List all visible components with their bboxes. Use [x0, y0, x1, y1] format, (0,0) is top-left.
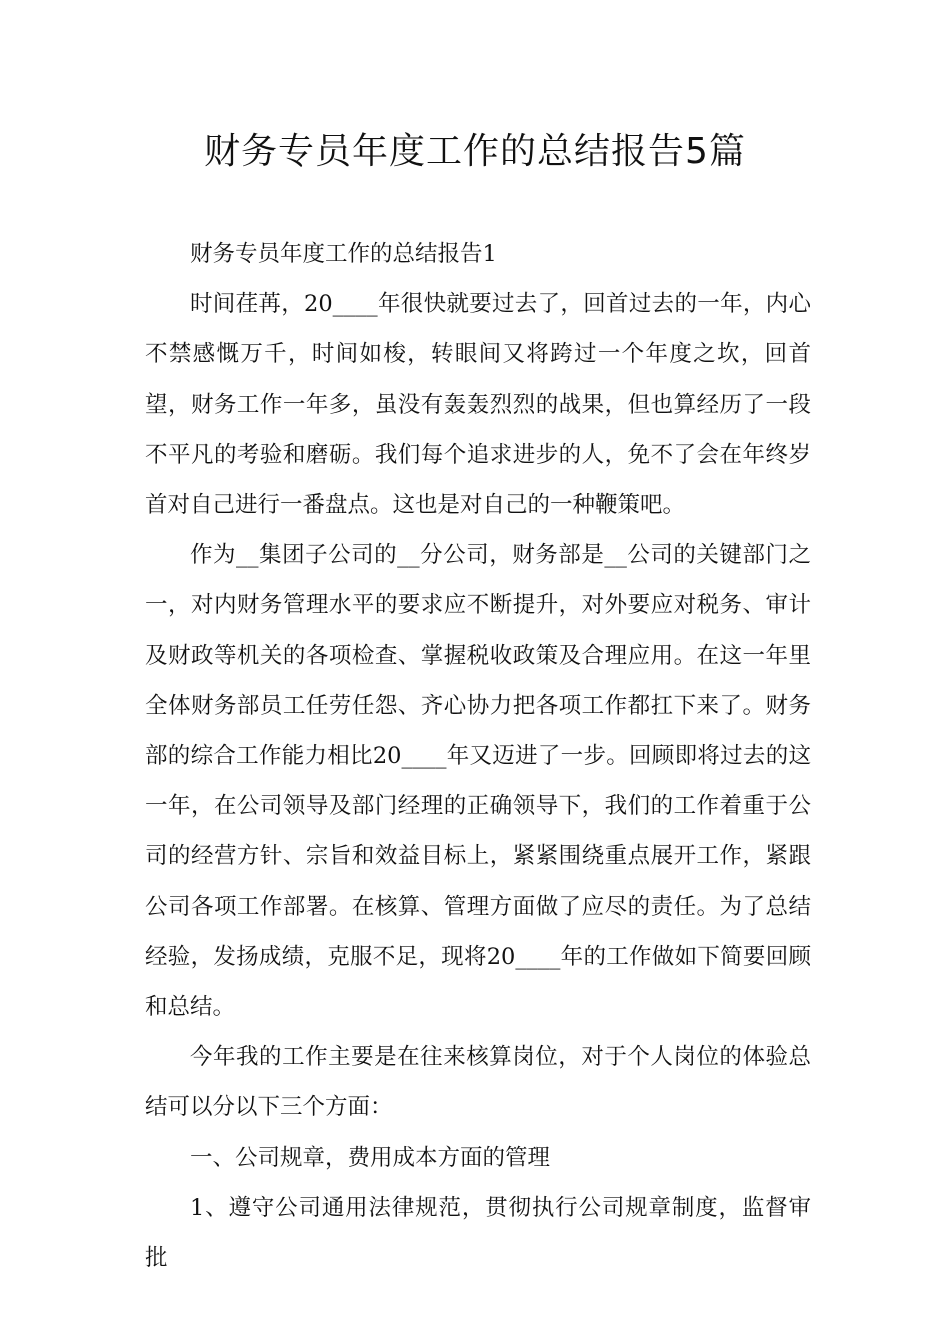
- section-heading: 财务专员年度工作的总结报告1: [190, 241, 497, 267]
- paragraph: 今年我的工作主要是在往来核算岗位，对于个人岗位的体验总结可以分以下三个方面：: [145, 1044, 811, 1121]
- list-item: 1、遵守公司通用法律规范，贯彻执行公司规章制度，监督审批: [145, 1194, 811, 1272]
- paragraph: 时间荏苒，20____年很快就要过去了，回首过去的一年，内心不禁感慨万千，时间如梭，转眼间又将跨过一个年度之坎，回首望，财务工作一年多，虽没有轰轰烈烈的战果，但也算经历了一段不平凡的考验和磨砺。我们每个追求进步的人，免不了会在年终岁首对自己进行一番盘点。这也是对自己的一种鞭策吧。: [145, 291, 811, 519]
- subsection-heading: 一、公司规章，费用成本方面的管理: [190, 1144, 551, 1171]
- document-title: 财务专员年度工作的总结报告5篇: [204, 131, 746, 172]
- document-body: [145, 229, 811, 1283]
- paragraph: 作为__集团子公司的__分公司，财务部是__公司的关键部门之一，对内财务管理水平的要求应不断提升，对外要应对税务、审计及财政等机关的各项检查、掌握税收政策及合理应用。在这一年里全体财务部员工任劳任怨、齐心协力把各项工作都扛下来了。财务部的综合工作能力相比20____年又迈进了一步。回顾即将过去的这一年，在公司领导及部门经理的正确领导下，我们的工作着重于公司的经营方针、宗旨和效益目标上，紧紧围绕重点展开工作，紧跟公司各项工作部署。在核算、管理方面做了应尽的责任。为了总结经验，发扬成绩，克服不足，现将20____年的工作做如下简要回顾和总结。: [145, 542, 811, 1021]
